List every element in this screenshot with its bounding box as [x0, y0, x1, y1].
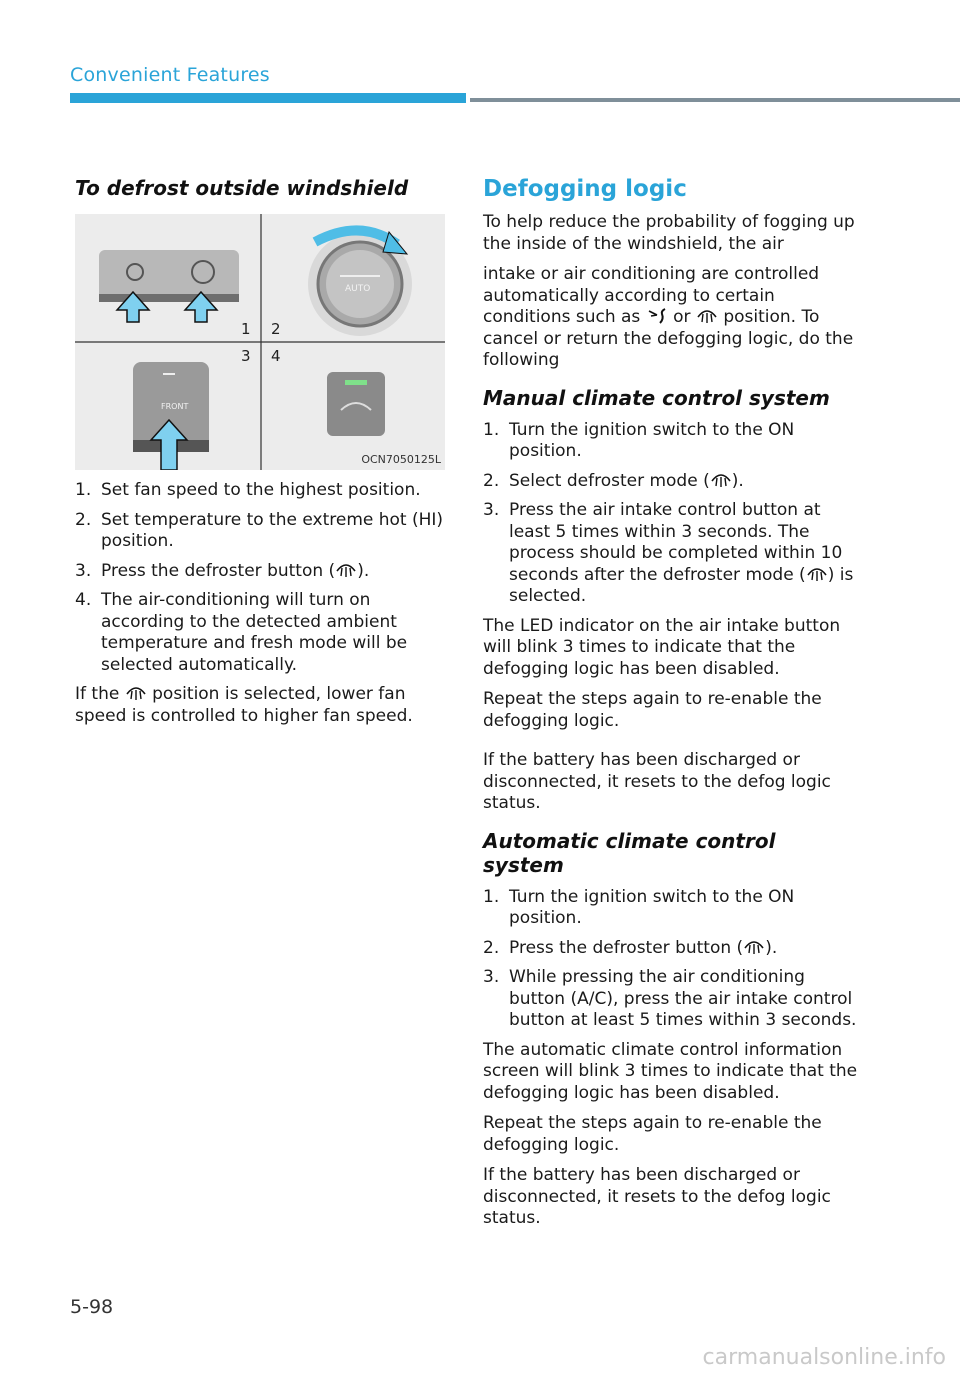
defrost-icon [806, 565, 828, 583]
list-item: 2. Press the defroster button ( ). [483, 937, 778, 958]
figure-label-4: 4 [271, 347, 281, 365]
list-item: 2. Set temperature to the extreme hot (HI) position. [75, 509, 444, 551]
list-item: 3. While pressing the air conditioning button (A/C), press the air intake control button at least 5 times within 3 seconds. [483, 967, 857, 1030]
header-rule [470, 98, 960, 102]
figure-label-2: 2 [271, 320, 281, 338]
defrost-icon [125, 684, 147, 702]
front-button-label: FRONT [161, 402, 189, 411]
auto-blink-note: The automatic climate control information screen will blink 3 times to indicate that the defogging logic has been disabled. [483, 1039, 858, 1103]
manual-battery-note: If the battery has been discharged or disconnected, it resets to the defog logic status. [483, 750, 831, 813]
list-item: 1. Turn the ignition switch to the ON position. [483, 419, 795, 461]
figure-label-1: 1 [241, 320, 251, 338]
list-item: 4. The air-conditioning will turn on according to the detected ambient temperature and fresh mode will be selected automatically. [75, 590, 408, 675]
list-item: 3. Press the air intake control button at least 5 times within 3 seconds. The process should be completed within 10 seconds after the defroster mode ( ) is selected. [483, 500, 854, 606]
defrost-icon [710, 471, 732, 489]
list-item: 3. Press the defroster button ( ). [75, 560, 370, 581]
page-number: 5-98 [70, 1296, 114, 1318]
defrost-icon [335, 561, 357, 579]
fan-speed-note: If the position is selected, lower fan speed is controlled to higher fan speed. [75, 684, 413, 726]
figure-code: OCN7050125L [361, 453, 441, 466]
auto-steps [483, 887, 863, 1032]
defrost-heading: To defrost outside windshield [75, 176, 409, 200]
defrost-icon [743, 938, 765, 956]
watermark: carmanualsonline.info [702, 1345, 946, 1370]
manual-heading: Manual climate control system [483, 385, 830, 410]
list-item: 1. Turn the ignition switch to the ON position. [483, 886, 795, 928]
auto-heading: Automatic climate control system [483, 828, 776, 877]
defogging-title: Defogging logic [483, 176, 687, 202]
left-column [75, 176, 447, 736]
auto-battery-note: If the battery has been discharged or disconnected, it resets to the defog logic status. [483, 1165, 831, 1228]
manual-steps [483, 420, 863, 608]
climate-controls-figure [75, 214, 445, 470]
section-title: Convenient Features [70, 64, 270, 86]
manual-led-note: The LED indicator on the air intake button will blink 3 times to indicate that the defogging logic has been disabled. [483, 615, 841, 679]
defrost-icon [696, 307, 718, 325]
header-rule-accent [70, 93, 466, 103]
list-item: 2. Select defroster mode ( ). [483, 470, 744, 491]
list-item: 1. Set fan speed to the highest position. [75, 480, 421, 500]
floor-defrost-icon [646, 307, 668, 325]
right-column [483, 176, 863, 1239]
intro-paragraph: To help reduce the probability of fogging up the inside of the windshield, the air [483, 212, 855, 254]
defrost-steps [75, 480, 447, 676]
controls-illustration [75, 214, 445, 470]
auto-repeat-note: Repeat the steps again to re-enable the defogging logic. [483, 1113, 822, 1155]
intro-paragraph-2: intake or air conditioning are controlled automatically according to certain conditions such as or position. To cancel or return the defogging logic, do the following [483, 264, 854, 370]
figure-label-3: 3 [241, 347, 251, 365]
manual-repeat-note: Repeat the steps again to re-enable the defogging logic. [483, 689, 822, 731]
knob-auto-label: AUTO [345, 284, 371, 294]
